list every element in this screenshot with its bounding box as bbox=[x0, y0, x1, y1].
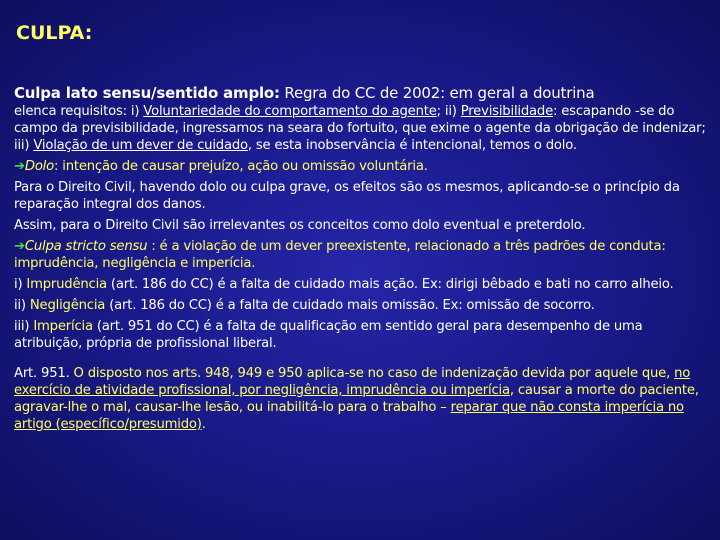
text: ; ii) bbox=[436, 104, 461, 119]
dolo-text: : intenção de causar prejuízo, ação ou omissão voluntária. bbox=[54, 159, 428, 174]
civil-law-paragraph: Para o Direito Civil, havendo dolo ou culpa grave, os efeitos são os mesmos, aplicando-se o princípio da reparação integral dos danos. bbox=[14, 180, 680, 212]
impericia-paragraph bbox=[14, 318, 708, 352]
article-text: O disposto nos arts. 948, 949 e 950 aplica-se no caso de indenização devida por aquele que, bbox=[69, 366, 675, 381]
item-text: (art. 186 do CC) é a falta de cuidado mais ação. Ex: dirigi bêbado e bati no carro alheio. bbox=[106, 277, 674, 292]
heading-bold: Culpa lato sensu/sentido amplo: bbox=[14, 84, 280, 102]
item-number: i) bbox=[14, 277, 27, 292]
text: , se esta inobservância é intencional, temos o dolo. bbox=[247, 138, 577, 153]
article-note: reparar que não consta imperícia no artigo (específico/presumido) bbox=[14, 400, 684, 432]
stricto-term: Culpa stricto sensu bbox=[24, 239, 148, 254]
impericia-term: Imperícia bbox=[33, 319, 93, 334]
slide-content bbox=[14, 83, 708, 433]
article-text: . bbox=[201, 417, 206, 432]
article-underlined-text: no exercício de atividade profissional, por negligência, imprudência ou imperícia bbox=[14, 366, 691, 398]
item-text: (art. 186 do CC) é a falta de cuidado mais omissão. Ex: omissão de socorro. bbox=[105, 298, 595, 313]
text: : escapando -se do campo da previsibilidade, ingressamos na seara do fortuito, que exime o agente da obrigação de indenizar; iii) bbox=[14, 104, 706, 153]
article-951-paragraph bbox=[14, 365, 708, 433]
voluntariedade-text: Voluntariedade do comportamento do agente bbox=[143, 104, 437, 119]
violacao-text: Violação de um dever de cuidado bbox=[33, 138, 248, 153]
imprudencia-paragraph bbox=[14, 276, 708, 293]
negligencia-term: Negligência bbox=[29, 298, 106, 313]
text: elenca requisitos: i) bbox=[14, 104, 144, 119]
stricto-text: : é a violação de um dever preexistente, relacionado a três padrões de conduta: imprudência, negligência e imperícia. bbox=[14, 239, 666, 271]
heading-line bbox=[14, 83, 708, 103]
previsibilidade-text: Previsibilidade bbox=[460, 104, 554, 119]
arrow-icon: ➔ bbox=[14, 159, 25, 174]
arrow-icon: ➔ bbox=[14, 239, 25, 254]
heading-rest: Regra do CC de 2002: em geral a doutrina bbox=[279, 84, 595, 102]
negligencia-paragraph bbox=[14, 297, 708, 314]
article-reference: Art. 951. bbox=[14, 366, 70, 381]
stricto-paragraph bbox=[14, 238, 708, 272]
slide-title: CULPA: bbox=[16, 22, 93, 44]
item-text: (art. 951 do CC) é a falta de qualificação em sentido geral para desempenho de uma atribuição, própria de profissional liberal. bbox=[14, 319, 643, 351]
article-text: , causar a morte do paciente, agravar-lhe o mal, causar-lhe lesão, ou inabilitá-lo para o trabalho – bbox=[14, 383, 699, 415]
dolo-term: Dolo bbox=[24, 159, 55, 174]
item-number: iii) bbox=[14, 319, 34, 334]
item-number: ii) bbox=[14, 298, 30, 313]
irrelevance-paragraph: Assim, para o Direito Civil são irrelevantes os conceitos como dolo eventual e preterdolo. bbox=[14, 218, 586, 233]
dolo-paragraph bbox=[14, 158, 708, 175]
imprudencia-term: Imprudência bbox=[26, 277, 107, 292]
requirements-paragraph bbox=[14, 103, 708, 154]
